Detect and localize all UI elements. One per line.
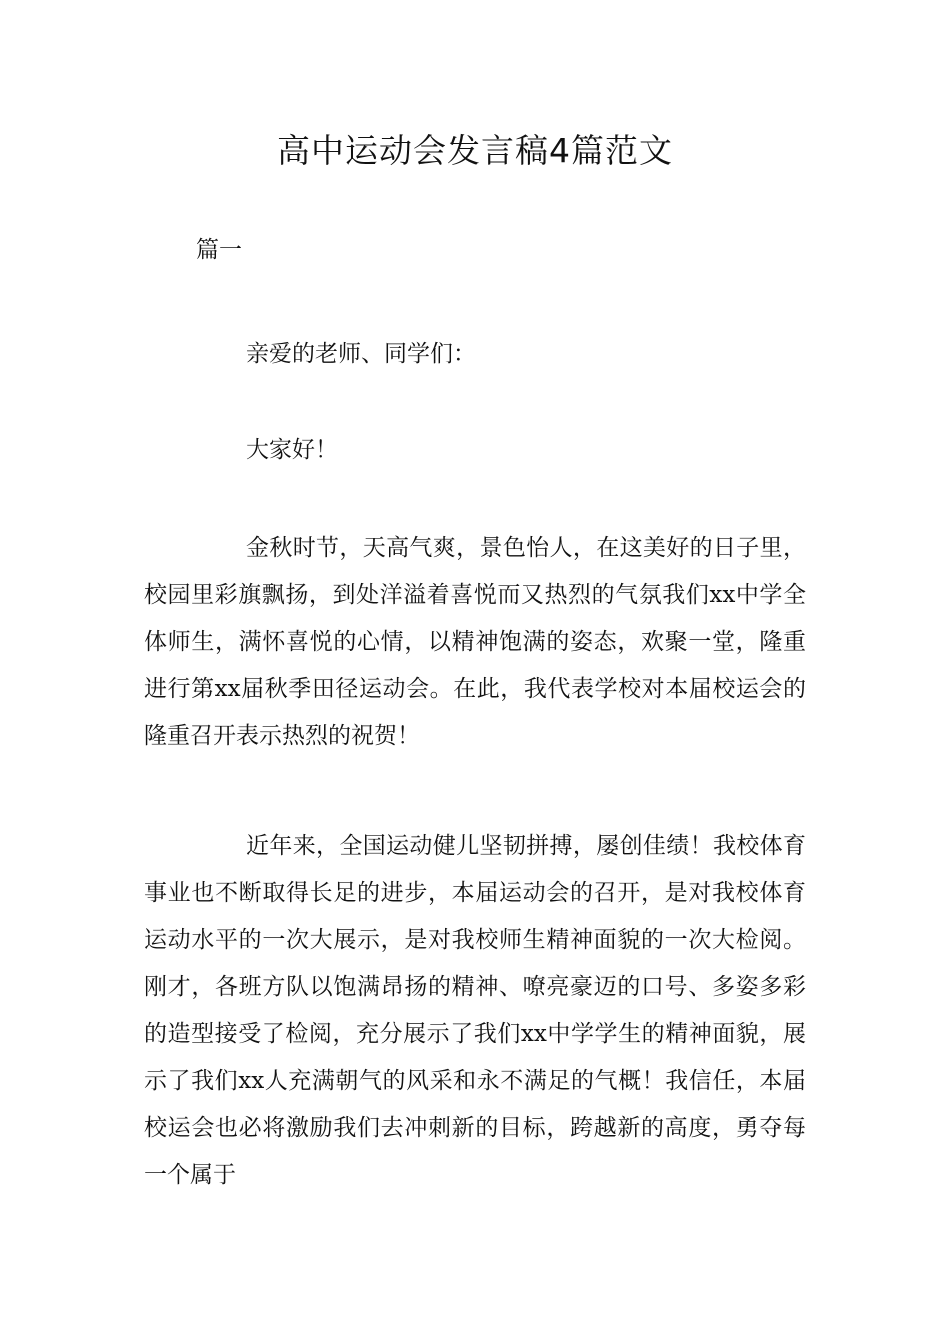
body-paragraph: 金秋时节，天高气爽，景色怡人，在这美好的日子里，校园里彩旗飘扬，到处洋溢着喜悦而又热烈的气氛我们xx中学全体师生，满怀喜悦的心情，以精神饱满的姿态，欢聚一堂，隆重进行第xx届秋季田径运动会。在此，我代表学校对本届校运会的隆重召开表示热烈的祝贺！ (144, 535, 806, 749)
body-paragraph: 近年来，全国运动健儿坚韧拼搏，屡创佳绩！我校体育事业也不断取得长足的进步，本届运动会的召开，是对我校体育运动水平的一次大展示，是对我校师生精神面貌的一次大检阅。刚才，各班方队以饱满昂扬的精神、嘹亮豪迈的口号、多姿多彩的造型接受了检阅，充分展示了我们xx中学学生的精神面貌，展示了我们xx人充满朝气的风采和永不满足的气概！我信任，本届校运会也必将激励我们去冲刺新的目标，跨越新的高度，勇夺每一个属于 (144, 833, 806, 1188)
greeting-line: 大家好！ (246, 437, 338, 463)
document-title: 高中运动会发言稿4篇范文 (277, 131, 673, 170)
salutation-line: 亲爱的老师、同学们： (246, 341, 476, 367)
section-label: 篇一 (196, 237, 242, 263)
